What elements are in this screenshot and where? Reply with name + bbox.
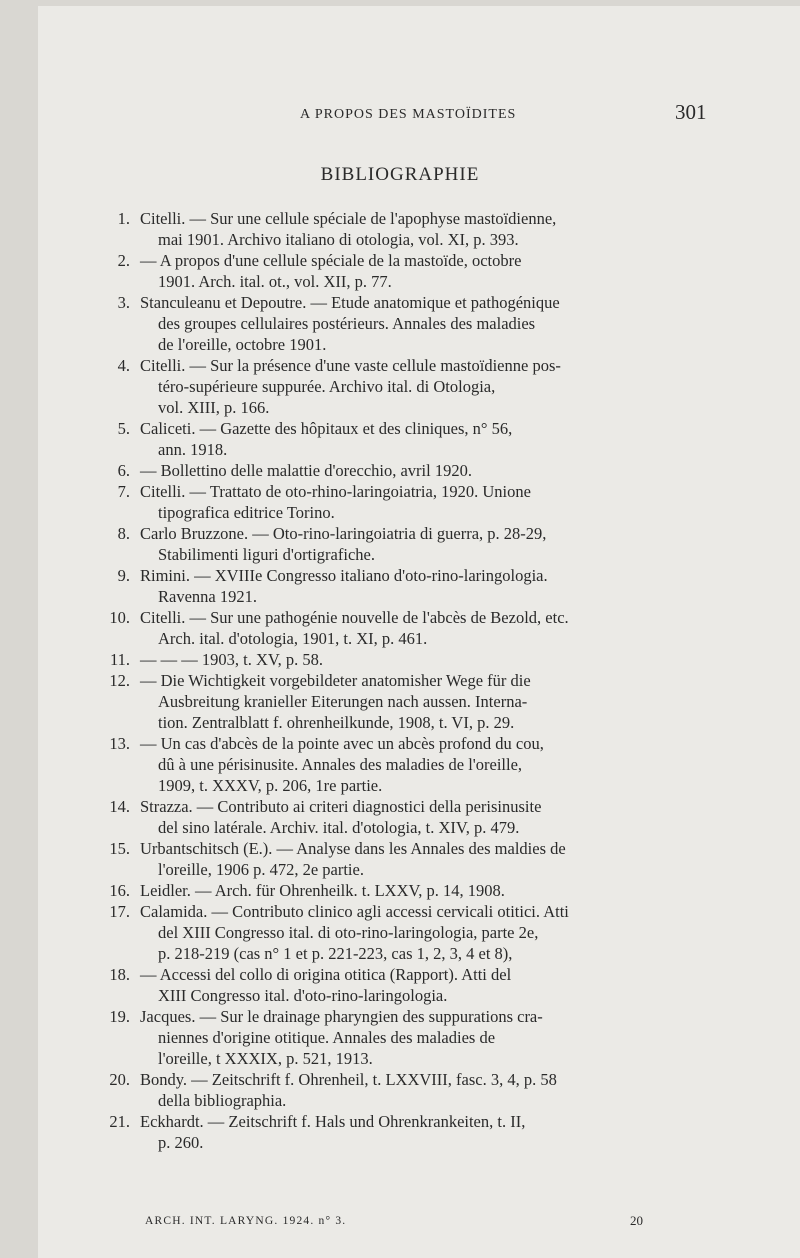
bib-entry-number: 1. <box>117 209 130 228</box>
bib-entry-number: 21. <box>109 1112 130 1131</box>
bib-entry <box>100 649 720 670</box>
bib-entry-line: — Un cas d'abcès de la pointe avec un abcès profond du cou, <box>140 734 544 753</box>
bib-entry-number: 4. <box>117 356 130 375</box>
footer-signature: 20 <box>630 1213 643 1228</box>
bib-entry-number: 2. <box>117 251 130 270</box>
bib-entry <box>100 964 720 1006</box>
bib-entry-number: 18. <box>109 965 130 984</box>
bib-entry-line: l'oreille, t XXXIX, p. 521, 1913. <box>158 1049 373 1068</box>
bib-entry-number: 3. <box>117 293 130 312</box>
bib-entry-line: p. 218-219 (cas n° 1 et p. 221-223, cas 1, 2, 3, 4 et 8), <box>158 944 513 963</box>
bib-entry <box>100 733 720 796</box>
bib-entry-line: Citelli. — Trattato de oto-rhino-laringoiatria, 1920. Unione <box>140 482 531 501</box>
bib-entry-number: 6. <box>117 461 130 480</box>
bib-entry-number: 19. <box>109 1007 130 1026</box>
bib-entry <box>100 1111 720 1153</box>
bib-entry <box>100 250 720 292</box>
bib-entry-line: ann. 1918. <box>158 440 228 459</box>
bib-entry-line: Stanculeanu et Depoutre. — Etude anatomique et pathogénique <box>140 293 560 312</box>
bib-entry-number: 16. <box>109 881 130 900</box>
bib-entry-line: Ausbreitung kranieller Eiterungen nach aussen. Interna- <box>158 692 528 711</box>
page-number: 301 <box>675 100 707 124</box>
bib-entry <box>100 481 720 523</box>
bib-entry-line: Carlo Bruzzone. — Oto-rino-laringoiatria di guerra, p. 28-29, <box>140 524 547 543</box>
bib-entry-line: 1901. Arch. ital. ot., vol. XII, p. 77. <box>158 272 392 291</box>
bib-entry <box>100 1006 720 1069</box>
bib-entry-line: Urbantschitsch (E.). — Analyse dans les Annales des maldies de <box>140 839 566 858</box>
bib-entry-line: tion. Zentralblatt f. ohrenheilkunde, 1908, t. VI, p. 29. <box>158 713 515 732</box>
bib-entry <box>100 607 720 649</box>
bibliography-list <box>100 208 720 1153</box>
bib-entry-line: Citelli. — Sur la présence d'une vaste cellule mastoïdienne pos- <box>140 356 561 375</box>
bib-entry-line: Arch. ital. d'otologia, 1901, t. XI, p. 461. <box>158 629 428 648</box>
bib-entry-line: l'oreille, 1906 p. 472, 2e partie. <box>158 860 364 879</box>
bib-entry-line: Leidler. — Arch. für Ohrenheilk. t. LXXV, p. 14, 1908. <box>140 881 505 900</box>
bib-entry <box>100 565 720 607</box>
bib-entry-line: Citelli. — Sur une pathogénie nouvelle de l'abcès de Bezold, etc. <box>140 608 569 627</box>
bib-entry <box>100 901 720 964</box>
bib-entry-line: Stabilimenti liguri d'ortigrafiche. <box>158 545 375 564</box>
bib-entry-number: 7. <box>117 482 130 501</box>
section-title: BIBLIOGRAPHIE <box>320 164 480 185</box>
bib-entry-line: Eckhardt. — Zeitschrift f. Hals und Ohrenkrankeiten, t. II, <box>140 1112 526 1131</box>
bib-entry-line: — Bollettino delle malattie d'orecchio, avril 1920. <box>140 461 472 480</box>
bib-entry-line: des groupes cellulaires postérieurs. Annales des maladies <box>158 314 536 333</box>
bib-entry <box>100 460 720 481</box>
bib-entry-number: 20. <box>109 1070 130 1089</box>
bib-entry-line: — — — 1903, t. XV, p. 58. <box>140 650 324 669</box>
bib-entry-line: Citelli. — Sur une cellule spéciale de l'apophyse mastoïdienne, <box>140 209 557 228</box>
bib-entry <box>100 1069 720 1111</box>
bib-entry-line: Rimini. — XVIIIe Congresso italiano d'oto-rino-laringologia. <box>140 566 548 585</box>
footer-journal: ARCH. INT. LARYNG. 1924. n° 3. <box>145 1215 347 1227</box>
bib-entry-number: 14. <box>109 797 130 816</box>
bib-entry-number: 15. <box>109 839 130 858</box>
bib-entry-line: Strazza. — Contributo ai criteri diagnostici della perisinusite <box>140 797 542 816</box>
bib-entry <box>100 796 720 838</box>
bib-entry-line: téro-supérieure suppurée. Archivo ital. di Otologia, <box>158 377 496 396</box>
bib-entry-line: mai 1901. Archivo italiano di otologia, vol. XI, p. 393. <box>158 230 519 249</box>
bib-entry-line: niennes d'origine otitique. Annales des maladies de <box>158 1028 496 1047</box>
bib-entry-number: 12. <box>109 671 130 690</box>
bib-entry-line: Caliceti. — Gazette des hôpitaux et des cliniques, n° 56, <box>140 419 513 438</box>
bib-entry-number: 10. <box>109 608 130 627</box>
bib-entry <box>100 355 720 418</box>
bib-entry <box>100 418 720 460</box>
running-title: A PROPOS DES MASTOÏDITES <box>300 107 517 122</box>
bib-entry-line: XIII Congresso ital. d'oto-rino-laringologia. <box>158 986 448 1005</box>
bib-entry-line: dû à une périsinusite. Annales des maladies de l'oreille, <box>158 755 523 774</box>
bib-entry-line: p. 260. <box>158 1133 204 1152</box>
bib-entry <box>100 670 720 733</box>
bib-entry-line: Jacques. — Sur le drainage pharyngien des suppurations cra- <box>140 1007 543 1026</box>
bib-entry-number: 17. <box>109 902 130 921</box>
bib-entry-number: 9. <box>117 566 130 585</box>
bib-entry-line: 1909, t. XXXV, p. 206, 1re partie. <box>158 776 383 795</box>
bib-entry-number: 8. <box>117 524 130 543</box>
bib-entry <box>100 880 720 901</box>
bib-entry-line: — Accessi del collo di origina otitica (Rapport). Atti del <box>140 965 512 984</box>
bib-entry <box>100 292 720 355</box>
bib-entry-line: della bibliographia. <box>158 1091 287 1110</box>
bib-entry-line: — A propos d'une cellule spéciale de la mastoïde, octobre <box>140 251 522 270</box>
bib-entry-line: de l'oreille, octobre 1901. <box>158 335 327 354</box>
bib-entry-line: tipografica editrice Torino. <box>158 503 335 522</box>
bib-entry-line: Bondy. — Zeitschrift f. Ohrenheil, t. LXXVIII, fasc. 3, 4, p. 58 <box>140 1070 557 1089</box>
bib-entry <box>100 523 720 565</box>
bib-entry <box>100 838 720 880</box>
bib-entry-line: del XIII Congresso ital. di oto-rino-laringologia, parte 2e, <box>158 923 539 942</box>
bib-entry-line: — Die Wichtigkeit vorgebildeter anatomisher Wege für die <box>140 671 531 690</box>
bib-entry-number: 11. <box>109 650 130 669</box>
bib-entry-line: Calamida. — Contributo clinico agli accessi cervicali otitici. Atti <box>140 902 569 921</box>
bib-entry-number: 13. <box>109 734 130 753</box>
bib-entry-line: vol. XIII, p. 166. <box>158 398 270 417</box>
bib-entry-line: del sino latérale. Archiv. ital. d'otologia, t. XIV, p. 479. <box>158 818 520 837</box>
bib-entry <box>100 208 720 250</box>
bib-entry-number: 5. <box>117 419 130 438</box>
bib-entry-line: Ravenna 1921. <box>158 587 257 606</box>
